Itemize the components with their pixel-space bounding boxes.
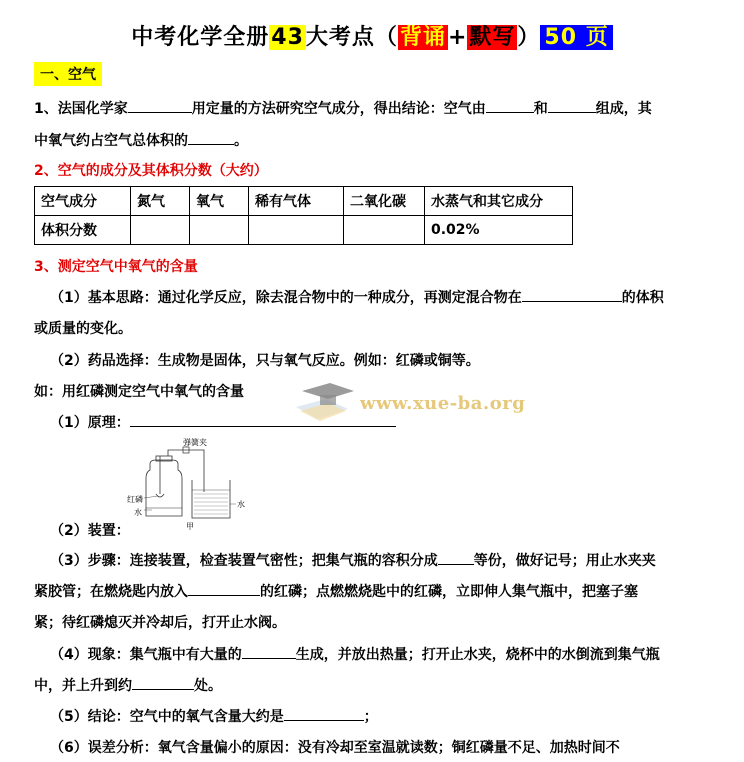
item3-phenomenon-line1: [50, 644, 660, 664]
item1-text-e: 中氧气约占空气总体积的: [34, 133, 188, 149]
label-phosphorus: 红磷: [127, 495, 143, 504]
item3-p1-line2: 或质量的变化。: [34, 321, 132, 337]
item3-steps-line3: 紧；待红磷熄灭并冷却后，打开止水阀。: [34, 615, 286, 631]
item1-line2: [34, 130, 248, 150]
table-cell: [344, 216, 425, 245]
label-water-left: 水: [134, 508, 142, 517]
item1-text-c: 和: [533, 101, 548, 117]
item3-heading: 3、测定空气中氧气的含量: [34, 259, 198, 275]
table-header-cell: 空气成分: [35, 187, 131, 216]
blank-component-1: [486, 98, 534, 113]
concl-text-b: ；: [363, 709, 378, 725]
phen-text-c: 中，并上升到约: [34, 678, 132, 694]
table-header-row: [35, 187, 573, 216]
watermark-text: www.xue-ba.org: [360, 393, 526, 414]
item1-line1: [34, 98, 652, 118]
table-header-cell: 氮气: [131, 187, 190, 216]
title-plus: +: [447, 25, 468, 50]
blank-oxygen-content: [284, 706, 364, 721]
steps-text-b: 等份，做好记号；用止水夹夹: [473, 553, 656, 569]
section-heading-air: 一、空气: [34, 62, 102, 86]
item1-text-a: 1、法国化学家: [34, 101, 128, 117]
table-row-label: 体积分数: [35, 216, 131, 245]
item2-heading: 2、空气的成分及其体积分数（大约）: [34, 163, 268, 179]
item3-error-analysis: （6）误差分析：氧气含量偏小的原因：没有冷却至室温就读数；铜红磷量不足、加热时间不: [50, 740, 620, 756]
item3-steps-line2: [34, 581, 638, 601]
table-header-cell: 稀有气体: [249, 187, 344, 216]
item3-p1-text-a: （1）基本思路：通过化学反应，除去混合物中的一种成分，再测定混合物在: [50, 290, 522, 306]
blank-phosphorus-amount: [188, 581, 260, 596]
title-middle: 大考点（: [305, 25, 398, 50]
blank-smoke: [242, 644, 296, 659]
principle-label: （1）原理：: [50, 415, 130, 431]
table-row: [35, 216, 573, 245]
steps-text-d: 的红磷；点燃燃烧匙中的红磷，立即伸人集气瓶中，把塞子塞: [260, 584, 638, 600]
page-title: [0, 20, 744, 51]
title-close: ）: [517, 25, 541, 50]
blank-level: [132, 675, 194, 690]
table-header-cell: 氧气: [190, 187, 249, 216]
concl-text-a: （5）结论：空气中的氧气含量大约是: [50, 709, 284, 725]
title-pages: 50 页: [540, 25, 612, 50]
label-caption: 甲: [186, 522, 194, 531]
table-cell: [190, 216, 249, 245]
title-recite: 背诵: [399, 25, 446, 50]
item3-steps-line1: [50, 550, 656, 570]
item3-principle: [50, 412, 396, 432]
item1-text-d: 组成，其: [595, 101, 652, 117]
phen-text-d: 处。: [194, 678, 222, 694]
blank-oxygen-fraction: [188, 130, 234, 145]
item3-example: 如：用红磷测定空气中氧气的含量: [34, 384, 244, 400]
blank-chemist: [128, 98, 192, 113]
title-dictate: 默写: [469, 25, 516, 50]
table-cell: [249, 216, 344, 245]
item3-phenomenon-line2: [34, 675, 222, 695]
blank-principle: [130, 412, 396, 427]
label-water-right: 水: [237, 500, 245, 509]
steps-text-c: 紧胶管；在燃烧匙内放入: [34, 584, 188, 600]
item3-p1-line1: [50, 287, 664, 307]
table-cell: 0.02%: [425, 216, 573, 245]
table-header-cell: 水蒸气和其它成分: [425, 187, 573, 216]
blank-component-2: [548, 98, 596, 113]
label-clamp: 弹簧夹: [183, 438, 207, 447]
phen-text-b: 生成，并放出热量；打开止水夹，烧杯中的水倒流到集气瓶: [295, 647, 660, 663]
item3-conclusion: [50, 706, 378, 726]
item3-device: （2）装置：: [50, 523, 130, 539]
item3-p1-text-b: 的体积: [621, 290, 664, 306]
steps-text-a: （3）步骤：连接装置，检查装置气密性；把集气瓶的容积分成: [50, 553, 438, 569]
title-prefix: 中考化学全册: [131, 25, 270, 50]
title-count: 43: [271, 25, 304, 50]
item1-text-f: 。: [234, 133, 248, 149]
air-composition-table: [34, 186, 573, 245]
table-header-cell: 二氧化碳: [344, 187, 425, 216]
item3-p2: （2）药品选择：生成物是固体，只与氧气反应。例如：红磷或铜等。: [50, 353, 480, 369]
phen-text-a: （4）现象：集气瓶中有大量的: [50, 647, 242, 663]
item1-text-b: 用定量的方法研究空气成分，得出结论：空气由: [191, 101, 486, 117]
table-cell: [131, 216, 190, 245]
blank-parts: [438, 550, 474, 565]
blank-before-after: [522, 287, 622, 302]
